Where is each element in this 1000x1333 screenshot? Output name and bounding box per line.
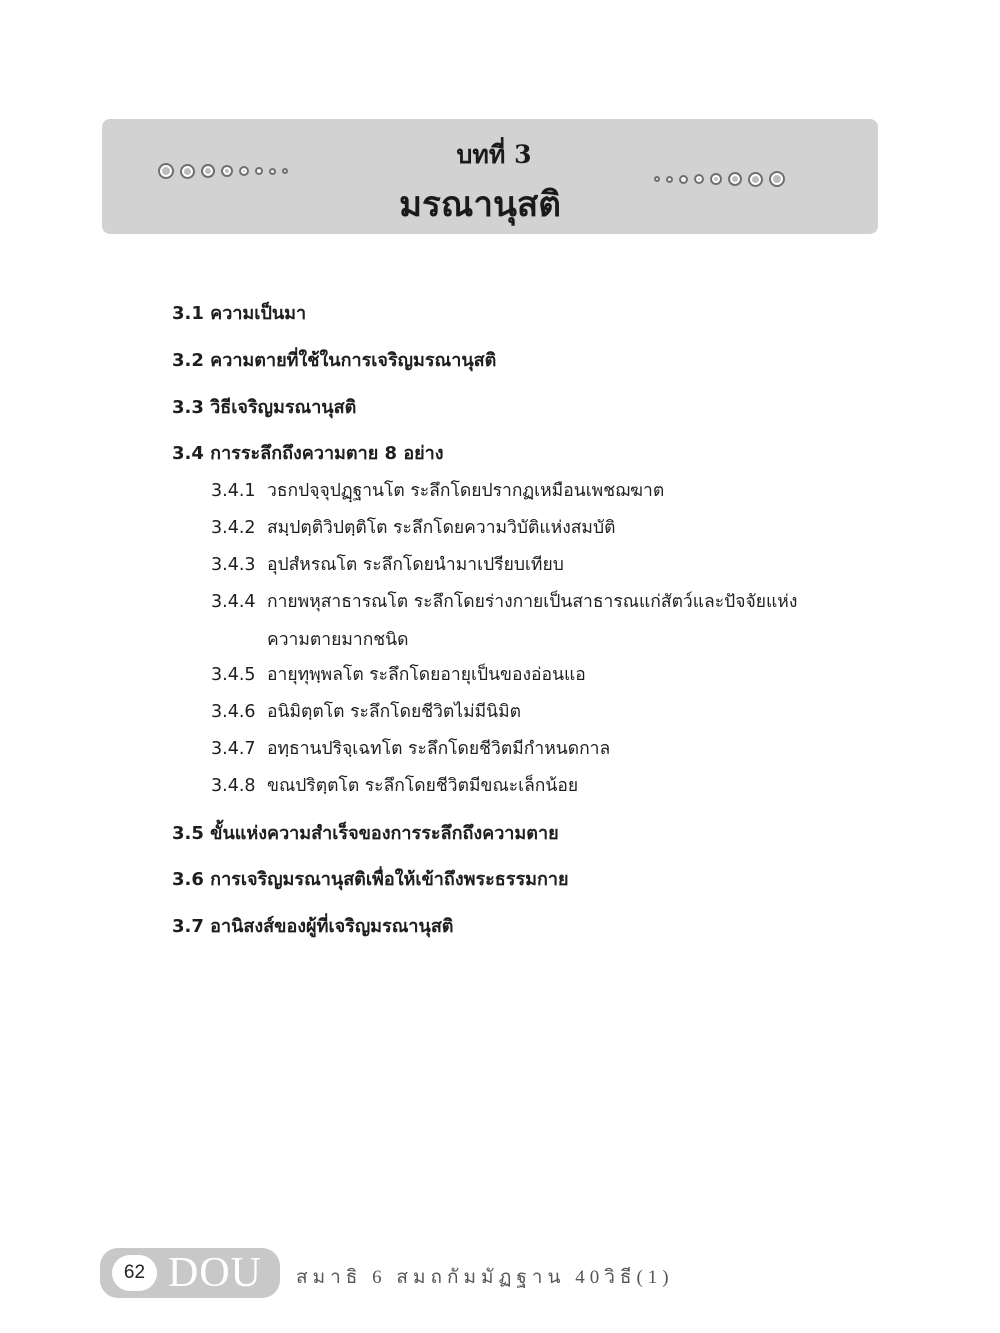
toc-item: 3.1 ความเป็นมา bbox=[172, 303, 307, 324]
footer-badge bbox=[100, 1248, 280, 1298]
book-title: สมาธิ 6 สมถกัมมัฏฐาน 40วิธี(1) bbox=[296, 1267, 674, 1288]
brand-logo: DOU bbox=[168, 1250, 262, 1296]
page-number: 62 bbox=[112, 1255, 157, 1291]
toc-item: 3.5 ขั้นแห่งความสำเร็จของการระลึกถึงความตาย bbox=[172, 823, 559, 844]
toc-subitem: 3.4.2 สมฺปตฺติวิปตฺติโต ระลึกโดยความวิบัติแห่งสมบัติ bbox=[211, 518, 616, 538]
toc-subitem: 3.4.4 กายพหุสาธารณโต ระลึกโดยร่างกายเป็นสาธารณแก่สัตว์และปัจจัยแห่ง ความตายมากชนิด bbox=[211, 587, 797, 653]
chapter-header bbox=[102, 119, 878, 234]
toc-subitem: 3.4.5 อายุทุพฺพลโต ระลึกโดยอายุเป็นของอ่อนแอ bbox=[211, 665, 586, 685]
toc-item: 3.6 การเจริญมรณานุสติเพื่อให้เข้าถึงพระธรรมกาย bbox=[172, 869, 569, 890]
decorative-dots-right bbox=[654, 171, 791, 187]
toc-subitem: 3.4.1 วธกปจฺจุปฏฺฐานโต ระลึกโดยปรากฏเหมือนเพชฌฆาต bbox=[211, 481, 665, 501]
toc-item: 3.7 อานิสงส์ของผู้ที่เจริญมรณานุสติ bbox=[172, 916, 454, 937]
toc-subitem-continuation: ความตายมากชนิด bbox=[267, 630, 409, 650]
chapter-number: บทที่ 3 bbox=[456, 140, 532, 169]
toc-item: 3.3 วิธีเจริญมรณานุสติ bbox=[172, 397, 357, 418]
toc-subitem: 3.4.6 อนิมิตฺตโต ระลึกโดยชีวิตไม่มีนิมิต bbox=[211, 702, 522, 722]
toc-item: 3.4 การระลึกถึงความตาย 8 อย่าง bbox=[172, 443, 444, 464]
toc-subitem: 3.4.8 ขณปริตฺตโต ระลึกโดยชีวิตมีขณะเล็กน้อย bbox=[211, 776, 579, 796]
toc-subitem: 3.4.3 อุปสํหรณโต ระลึกโดยนำมาเปรียบเทียบ bbox=[211, 555, 564, 575]
chapter-title: มรณานุสติ bbox=[398, 184, 561, 225]
toc-subitem: 3.4.7 อทฺธานปริจฺเฉทโต ระลึกโดยชีวิตมีกำหนดกาล bbox=[211, 739, 611, 759]
toc-item: 3.2 ความตายที่ใช้ในการเจริญมรณานุสติ bbox=[172, 350, 497, 371]
